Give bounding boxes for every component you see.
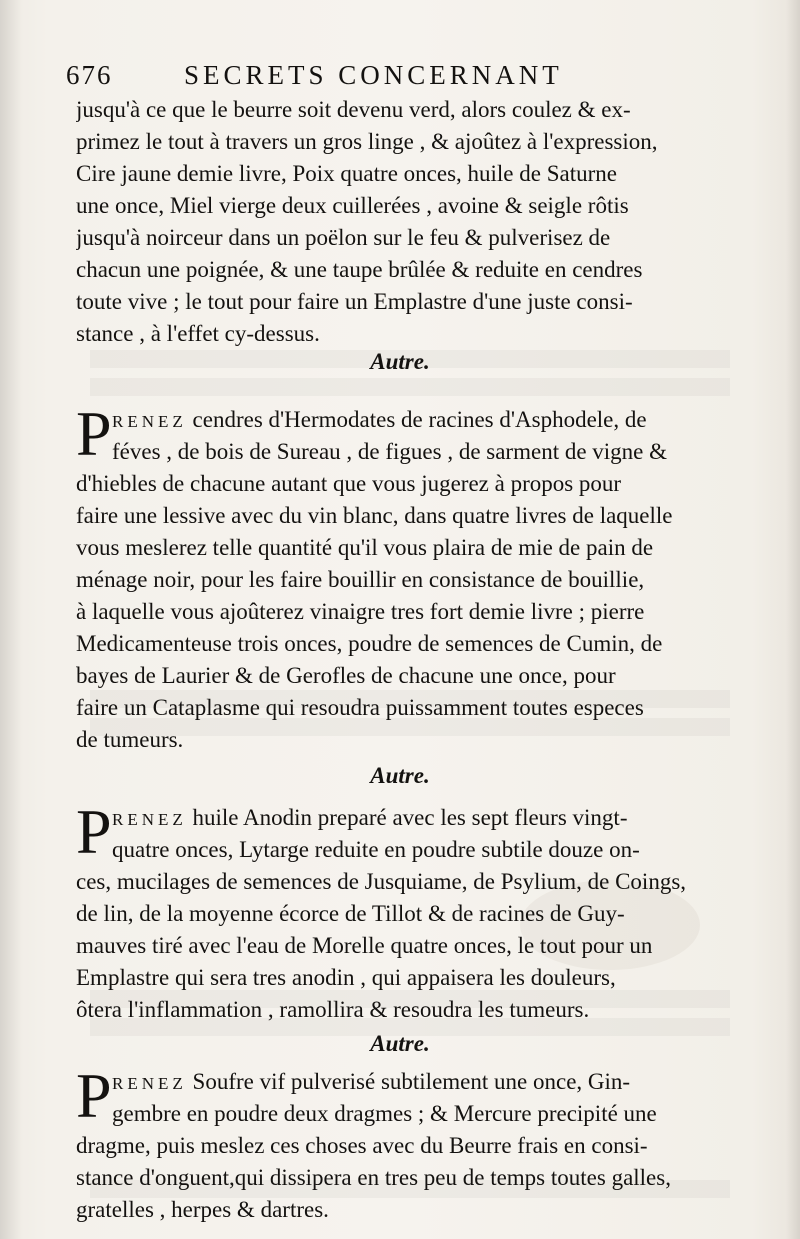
text-line: chacun une poignée, & une taupe brûlée & reduite en cendres <box>76 257 643 282</box>
text-line: quatre onces, Lytarge reduite en poudre subtile douze on- <box>112 837 640 862</box>
text-line: à laquelle vous ajoûterez vinaigre tres fort demie livre ; pierre <box>76 599 645 624</box>
text-line: Cire jaune demie livre, Poix quatre onces, huile de Saturne <box>76 161 617 186</box>
text-line: gembre en poudre deux dragmes ; & Mercure precipité une <box>112 1101 657 1126</box>
text-line: jusqu'à ce que le beurre soit devenu verd, alors coulez & ex- <box>76 97 631 122</box>
running-title: SECRETS CONCERNANT <box>184 60 563 90</box>
text-line: vous meslerez telle quantité qu'il vous plaira de mie de pain de <box>76 535 654 560</box>
text-line: ménage noir, pour les faire bouillir en consistance de bouillie, <box>76 567 645 592</box>
text-line: Emplastre qui sera tres anodin , qui appaisera les douleurs, <box>76 965 616 990</box>
lead-word: RENEZ <box>112 412 187 431</box>
text-line: toute vive ; le tout pour faire un Emplastre d'une juste consi- <box>76 289 633 314</box>
first-line-text: Soufre vif pulverisé subtilement une once, Gin- <box>192 1069 631 1094</box>
text-line: stance , à l'effet cy-dessus. <box>76 321 320 346</box>
text-line: stance d'onguent,qui dissipera en tres peu de temps toutes galles, <box>76 1165 671 1190</box>
text-line <box>112 404 718 436</box>
text-line: dragme, puis meslez ces choses avec du Beurre frais en consi- <box>76 1133 648 1158</box>
text-line: d'hiebles de chacune autant que vous jugerez à propos pour <box>76 471 622 496</box>
text-line: une once, Miel vierge deux cuillerées , avoine & seigle rôtis <box>76 193 629 218</box>
text-line: bayes de Laurier & de Gerofles de chacune une once, pour <box>76 663 616 688</box>
section-heading: Autre. <box>370 1031 430 1056</box>
drop-cap: P <box>76 1060 112 1131</box>
text-line: Medicamenteuse trois onces, poudre de semences de Cumin, de <box>76 631 663 656</box>
text-line: féves , de bois de Sureau , de figues , de sarment de vigne & <box>112 439 668 464</box>
drop-cap: P <box>76 796 112 867</box>
text-line: faire un Cataplasme qui resoudra puissamment toutes especes <box>76 695 644 720</box>
text-line: mauves tiré avec l'eau de Morelle quatre onces, le tout pour un <box>76 933 653 958</box>
show-through-band <box>90 378 730 396</box>
first-line-text: cendres d'Hermodates de racines d'Asphodele, de <box>192 407 647 432</box>
section-heading: Autre. <box>370 763 430 788</box>
lead-word: RENEZ <box>112 810 187 829</box>
first-line-text: huile Anodin preparé avec les sept fleurs vingt- <box>192 805 628 830</box>
text-line: de tumeurs. <box>76 727 184 752</box>
text-line: de lin, de la moyenne écorce de Tillot & de racines de Guy- <box>76 901 625 926</box>
text-line <box>112 1066 718 1098</box>
page-number: 676 <box>66 60 113 90</box>
text-line: gratelles , herpes & dartres. <box>76 1197 329 1222</box>
text-line: primez le tout à travers un gros linge , & ajoûtez à l'expression, <box>76 129 658 154</box>
lead-word: RENEZ <box>112 1074 187 1093</box>
text-line <box>112 802 718 834</box>
running-header <box>66 60 736 96</box>
drop-cap: P <box>76 398 112 469</box>
section-heading: Autre. <box>370 349 430 374</box>
text-line: faire une lessive avec du vin blanc, dans quatre livres de laquelle <box>76 503 673 528</box>
text-line: jusqu'à noirceur dans un poëlon sur le feu & pulverisez de <box>76 225 611 250</box>
text-line: ces, mucilages de semences de Jusquiame, de Psylium, de Coings, <box>76 869 687 894</box>
text-line: ôtera l'inflammation , ramollira & resoudra les tumeurs. <box>76 997 590 1022</box>
